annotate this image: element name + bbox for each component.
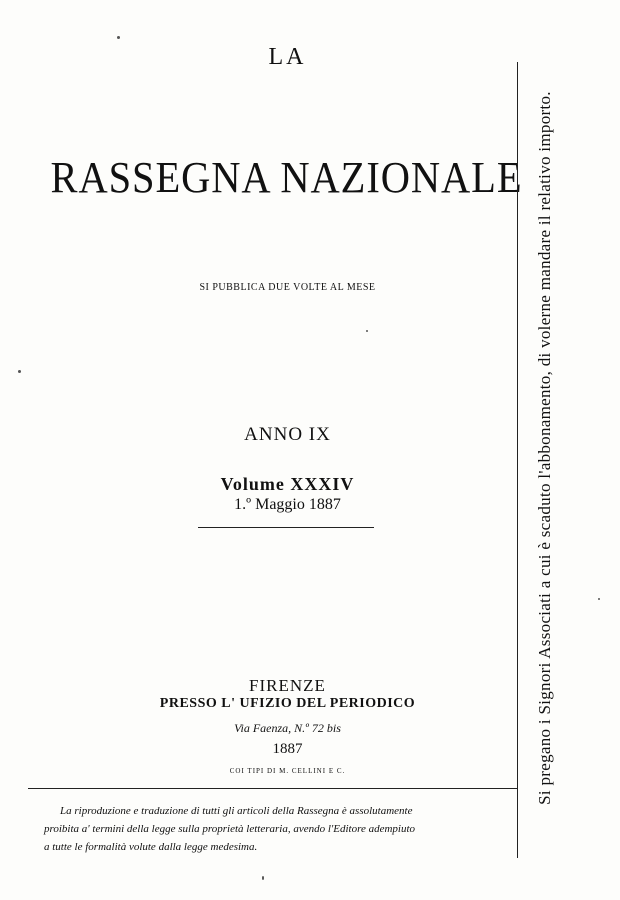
notice-line: a tutte le formalità volute dalla legge medesima. [44,841,258,853]
volume-number: Volume XXXIV [220,474,355,494]
imprint-publisher: PRESSO L' UFIZIO DEL PERIODICO [159,696,416,711]
subscription-side-note: Si pregano i Signori Associati a cui è scaduto l'abbonamento, di volerne mandare il relativo importo. [535,91,554,805]
issue-date: 1.º Maggio 1887 [234,496,341,513]
paper-speck [598,598,600,600]
notice-line: La riproduzione e traduzione di tutti gli articoli della Rassegna è assolutamente [60,805,413,817]
notice-divider [28,788,518,789]
notice-line: proibita a' termini della legge sulla proprietà letteraria, avendo l'Editore adempiuto [44,823,416,835]
publication-frequency: SI PUBBLICA DUE VOLTE AL MESE [199,282,376,293]
imprint-year: 1887 [272,741,303,757]
paper-speck [18,370,21,373]
journal-title: RASSEGNA NAZIONALE [50,153,523,202]
paper-speck [366,330,368,332]
paper-speck [262,876,264,880]
imprint-printer: COI TIPI DI M. CELLINI E C. [229,767,346,775]
imprint-address: Via Faenza, N.º 72 bis [234,721,341,735]
year-number: ANNO IX [244,424,331,445]
paper-speck [117,36,120,39]
copyright-notice [44,802,524,856]
imprint-city: FIRENZE [249,676,326,695]
margin-rule [517,62,518,858]
issue-divider [198,527,374,528]
title-article: LA [268,44,307,70]
